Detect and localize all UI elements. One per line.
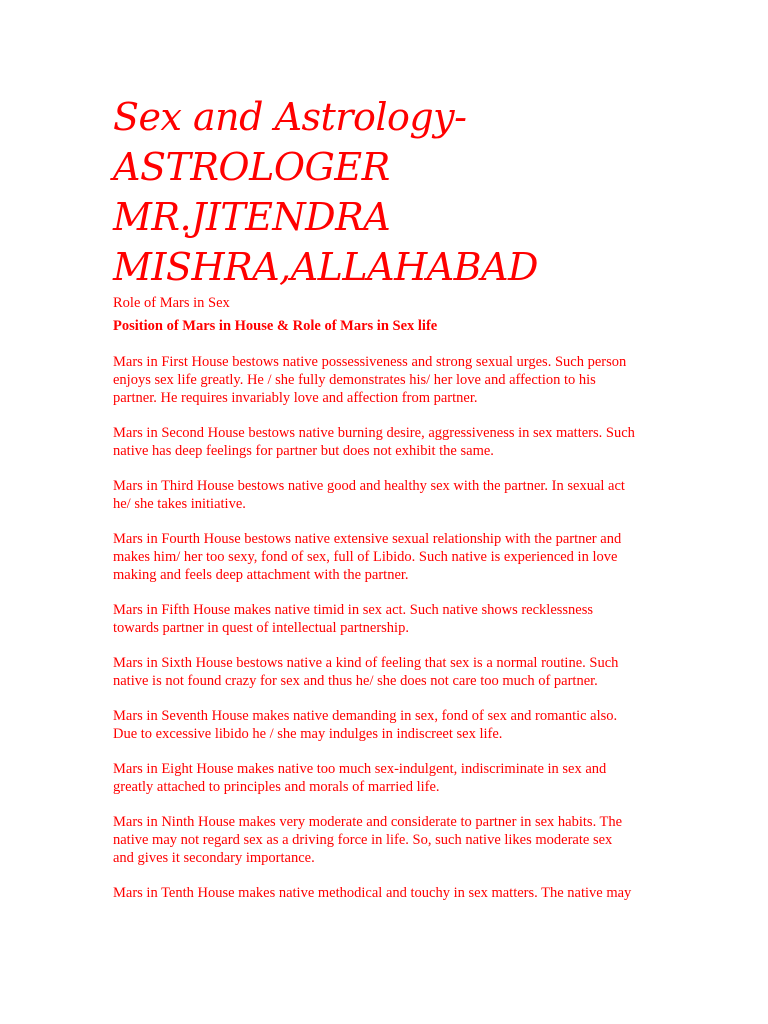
title-line: Sex and Astrology-	[113, 95, 467, 139]
body-paragraph	[113, 760, 673, 796]
paragraph-line: Mars in Eight House makes native too much sex-indulgent, indiscriminate in sex and	[113, 761, 607, 777]
body-paragraph	[113, 813, 673, 867]
paragraph-line: he/ she takes initiative.	[113, 496, 246, 512]
paragraph-line: Mars in Tenth House makes native methodical and touchy in sex matters. The native may	[113, 885, 632, 901]
paragraph-line: greatly attached to principles and morals of married life.	[113, 779, 440, 795]
paragraph-line: Due to excessive libido he / she may indulges in indiscreet sex life.	[113, 726, 503, 742]
body-paragraph	[113, 884, 673, 902]
paragraph-line: making and feels deep attachment with the partner.	[113, 567, 409, 583]
paragraph-list	[113, 353, 673, 902]
paragraph-line: Mars in Ninth House makes very moderate and considerate to partner in sex habits. The	[113, 814, 623, 830]
title-line: MISHRA,ALLAHABAD	[113, 245, 538, 289]
body-paragraph	[113, 353, 673, 407]
paragraph-line: native has deep feelings for partner but does not exhibit the same.	[113, 443, 494, 459]
paragraph-line: partner. He requires invariably love and affection from partner.	[113, 390, 478, 406]
body-paragraph	[113, 477, 673, 513]
paragraph-line: towards partner in quest of intellectual partnership.	[113, 620, 409, 636]
paragraph-line: Mars in Sixth House bestows native a kind of feeling that sex is a normal routine. Such	[113, 655, 619, 671]
paragraph-line: Mars in Seventh House makes native demanding in sex, fond of sex and romantic also.	[113, 708, 618, 724]
paragraph-line: Mars in Third House bestows native good and healthy sex with the partner. In sexual act	[113, 478, 625, 494]
body-paragraph	[113, 601, 673, 637]
paragraph-line: Mars in First House bestows native possessiveness and strong sexual urges. Such person	[113, 354, 627, 370]
body-paragraph	[113, 424, 673, 460]
paragraph-line: Mars in Fourth House bestows native extensive sexual relationship with the partner and	[113, 531, 622, 547]
body-paragraph	[113, 530, 673, 584]
title-line: MR.JITENDRA	[113, 195, 391, 239]
paragraph-line: native is not found crazy for sex and thus he/ she does not care too much of partner.	[113, 673, 598, 689]
document-title	[113, 92, 673, 292]
body-paragraph	[113, 707, 673, 743]
title-line: ASTROLOGER	[113, 145, 390, 189]
paragraph-line: enjoys sex life greatly. He / she fully demonstrates his/ her love and affection to his	[113, 372, 596, 388]
paragraph-line: makes him/ her too sexy, fond of sex, full of Libido. Such native is experienced in love	[113, 549, 618, 565]
paragraph-line: and gives it secondary importance.	[113, 850, 315, 866]
document-content	[113, 92, 673, 902]
document-subtitle: Role of Mars in Sex	[113, 295, 230, 311]
paragraph-line: Mars in Second House bestows native burning desire, aggressiveness in sex matters. Such	[113, 425, 635, 441]
paragraph-line: native may not regard sex as a driving force in life. So, such native likes moderate sex	[113, 832, 613, 848]
paragraph-line: Mars in Fifth House makes native timid in sex act. Such native shows recklessness	[113, 602, 594, 618]
body-paragraph	[113, 654, 673, 690]
section-heading: Position of Mars in House & Role of Mars in Sex life	[113, 318, 438, 334]
